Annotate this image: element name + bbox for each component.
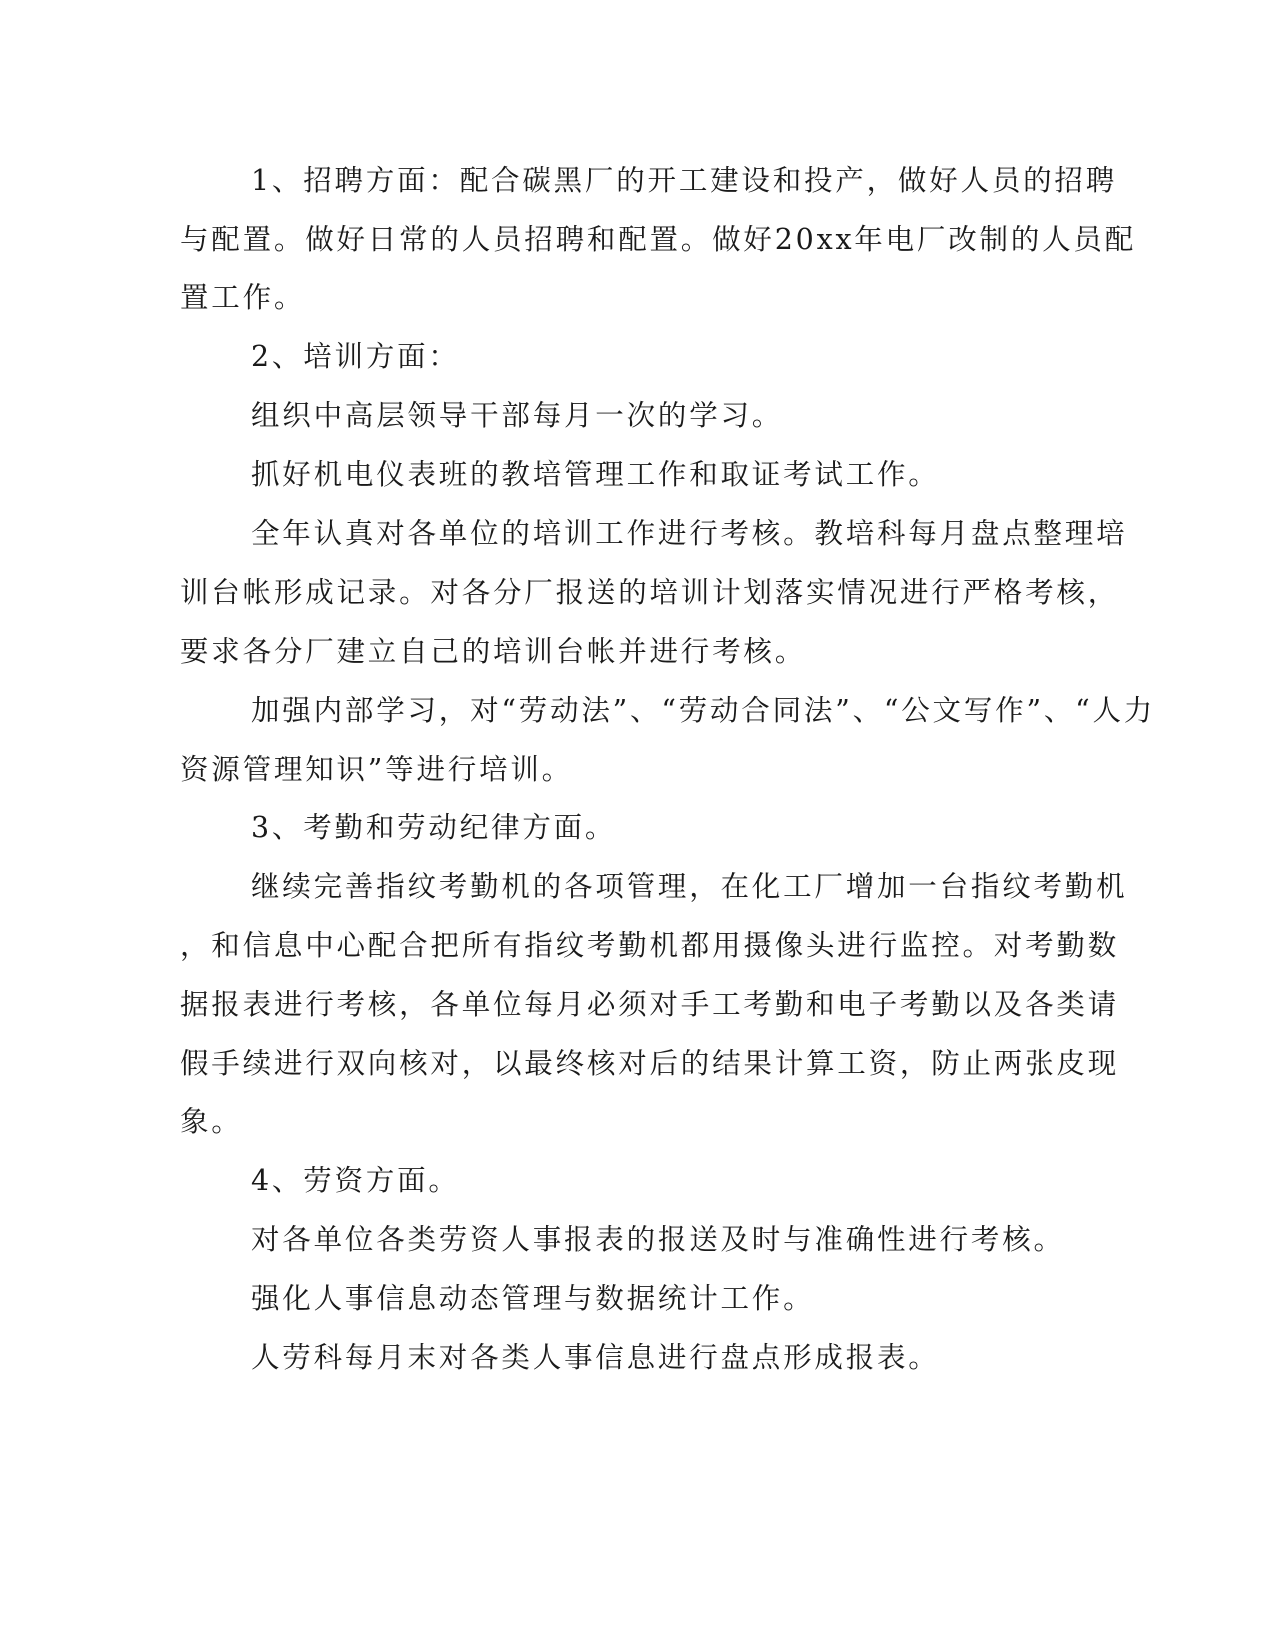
paragraph-line: 象。 xyxy=(180,1105,243,1138)
paragraph-line: 抓好机电仪表班的教培管理工作和取证考试工作。 xyxy=(251,458,940,491)
section-heading-labor: 4、劳资方面。 xyxy=(251,1164,460,1197)
section-heading-attendance: 3、考勤和劳动纪律方面。 xyxy=(251,811,617,844)
paragraph-line: 训台帐形成记录。对各分厂报送的培训计划落实情况进行严格考核， xyxy=(180,576,1120,609)
paragraph-line: 据报表进行考核，各单位每月必须对手工考勤和电子考勤以及各类请 xyxy=(180,988,1120,1021)
paragraph-line: 强化人事信息动态管理与数据统计工作。 xyxy=(251,1282,815,1315)
section-heading-recruitment: 1、招聘方面：配合碳黑厂的开工建设和投产，做好人员的招聘 xyxy=(251,164,1118,197)
paragraph-line: 全年认真对各单位的培训工作进行考核。教培科每月盘点整理培 xyxy=(251,517,1128,550)
paragraph-line: 与配置。做好日常的人员招聘和配置。做好20xx年电厂改制的人员配 xyxy=(180,223,1137,256)
paragraph-line: 人劳科每月末对各类人事信息进行盘点形成报表。 xyxy=(251,1341,940,1374)
paragraph-line: 假手续进行双向核对，以最终核对后的结果计算工资，防止两张皮现 xyxy=(180,1047,1120,1080)
paragraph-line: 要求各分厂建立自己的培训台帐并进行考核。 xyxy=(180,635,807,668)
paragraph-line: 加强内部学习，对“劳动法”、“劳动合同法”、“公文写作”、“人力 xyxy=(251,694,1156,727)
paragraph-line: 置工作。 xyxy=(180,281,306,314)
paragraph-line: 资源管理知识”等进行培训。 xyxy=(180,753,573,786)
paragraph-line: 继续完善指纹考勤机的各项管理，在化工厂增加一台指纹考勤机 xyxy=(251,870,1128,903)
paragraph-line: 组织中高层领导干部每月一次的学习。 xyxy=(251,399,784,432)
paragraph-line: 对各单位各类劳资人事报表的报送及时与准确性进行考核。 xyxy=(251,1223,1065,1256)
paragraph-line: ，和信息中心配合把所有指纹考勤机都用摄像头进行监控。对考勤数 xyxy=(180,929,1120,962)
section-heading-training: 2、培训方面： xyxy=(251,340,460,373)
